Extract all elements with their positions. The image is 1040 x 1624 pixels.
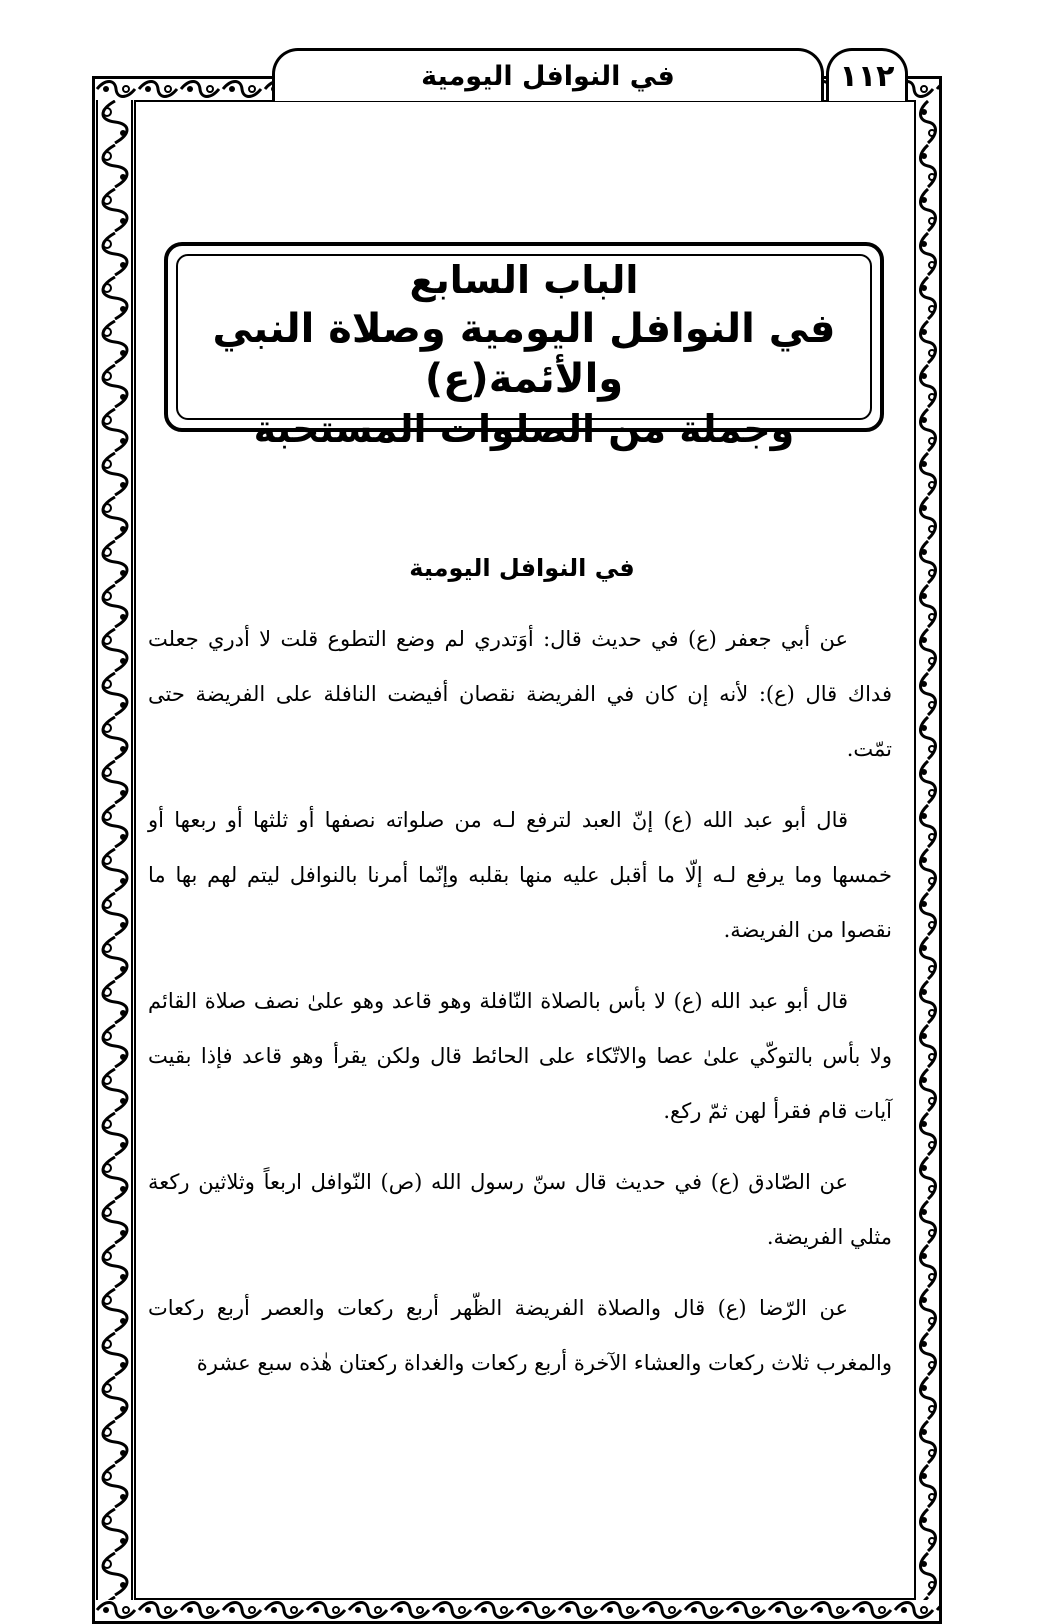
paragraph: قال أبو عبد الله (ع) إنّ العبد لترفع لـه من صلواته نصفها أو ثلثها أو ربعها أو خمسها وما يرفع لـه إلّا ما أقبل عليه منها بقلبه وإنّما أمرنا بالنوافل ليتم لهم بها ما نقصوا من الفريضة. [148,808,892,942]
section-title: في النوافل اليومية [409,554,635,582]
paragraph: عن الصّادق (ع) في حديث قال سنّ رسول الله (ص) النّوافل اربعاً وثلاثين ركعة مثلي الفريضة. [148,1170,892,1249]
chapter-title-line: في النوافل اليومية وصلاة النبي والأئمة(ع) [212,306,836,402]
chapter-heading [176,256,872,454]
ornament-band-left [95,100,134,1600]
paragraph: قال أبو عبد الله (ع) لا بأس بالصلاة النّافلة وهو قاعد وهو علىٰ نصف صلاة القائم ولا بأس بالتوكّي علىٰ عصا والاتّكاء على الحائط قال ولكن يقرأ وهو قاعد فإذا بقيت آيات قام فقرأ لهن ثمّ ركع. [148,989,892,1123]
ornament-bottom-icon [95,1600,939,1621]
page-number: ١١٢ [826,48,908,101]
ornament-left-icon [95,100,134,1600]
chapter-number-line: الباب السابع [409,258,639,302]
paragraph: عن أبي جعفر (ع) في حديث قال: أوَتدري لم وضع التطوع قلت لا أدري جعلت فداك قال (ع): لأنه إن كان في الفريضة نقصان أفيضت النافلة على الفريضة حتى تمّت. [148,627,892,761]
ornament-band-bottom [95,1600,939,1621]
ornament-band-right [916,100,939,1600]
chapter-subtitle-line: وجملة من الصلوات المستحبة [253,407,795,451]
ornament-right-icon [916,100,939,1600]
running-header-title: في النوافل اليومية [272,48,824,101]
body-text [148,612,892,1407]
paragraph: عن الرّضا (ع) قال والصلاة الفريضة الظّهر أربع ركعات والعصر أربع ركعات والمغرب ثلاث ركعات والعشاء الآخرة أربع ركعات والغداة ركعتان هٰذه سبع عشرة [148,1296,892,1375]
